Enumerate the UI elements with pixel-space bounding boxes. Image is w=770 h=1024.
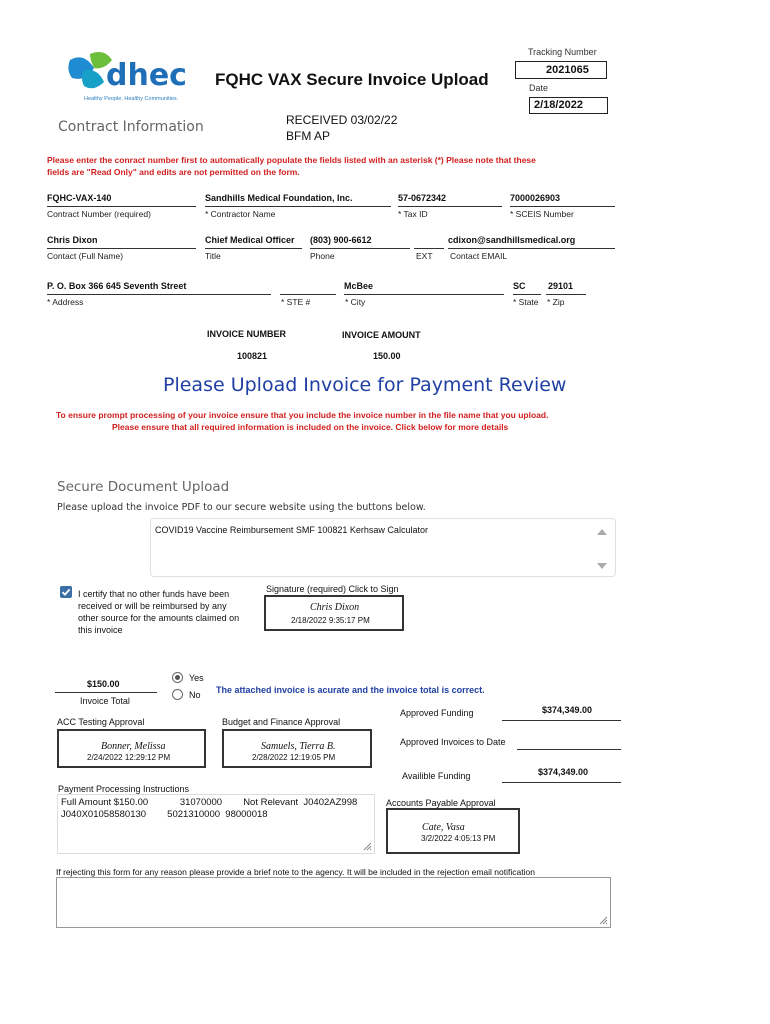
- logo-tagline: Healthy People. Healthy Communities.: [84, 96, 179, 102]
- budget-approval-box[interactable]: [222, 729, 372, 768]
- title-field[interactable]: [205, 235, 302, 249]
- resize-handle-icon[interactable]: [598, 915, 608, 925]
- city-value: McBee: [344, 281, 374, 291]
- payment-instructions-line1: Full Amount $150.00 31070000 Not Relevant J0402AZ998: [61, 797, 358, 808]
- zip-field[interactable]: [546, 281, 586, 295]
- invoice-number-label: INVOICE NUMBER: [207, 329, 287, 339]
- certify-line4: this invoice: [78, 625, 123, 635]
- zip-value: 29101: [548, 281, 574, 291]
- invoice-total-value: $150.00: [87, 679, 120, 689]
- tracking-number-value: 2021065: [546, 64, 589, 76]
- ap-approval-label: Accounts Payable Approval: [386, 798, 496, 808]
- ap-approver-name: Cate, Vasa: [422, 822, 465, 833]
- ext-label: EXT: [416, 251, 433, 261]
- tracking-number-field[interactable]: [515, 61, 607, 79]
- phone-value: (803) 900-6612: [310, 235, 372, 245]
- yes-radio[interactable]: [172, 672, 183, 683]
- payment-instructions-label: Payment Processing Instructions: [58, 784, 190, 794]
- rejection-note-input[interactable]: [56, 877, 611, 928]
- no-radio[interactable]: [172, 689, 183, 700]
- invoice-amount-label: INVOICE AMOUNT: [342, 330, 421, 340]
- uploaded-file-name: COVID19 Vaccine Reimbursement SMF 100821 Kerhsaw Calculator: [155, 525, 428, 535]
- approved-funding-label: Approved Funding: [400, 708, 474, 718]
- city-field[interactable]: [344, 281, 504, 295]
- ap-approval-date: 3/2/2022 4:05:13 PM: [421, 834, 496, 843]
- available-funding-label: Availible Funding: [402, 771, 471, 781]
- ste-field[interactable]: [280, 281, 336, 295]
- contractor-name-value: Sandhills Medical Foundation, Inc.: [205, 193, 353, 203]
- zip-label: * Zip: [547, 297, 565, 307]
- certify-line3: other source for the amounts claimed on: [78, 613, 240, 623]
- contract-number-field[interactable]: [47, 193, 196, 207]
- certify-checkbox[interactable]: [60, 586, 72, 598]
- approved-funding-field[interactable]: [502, 705, 621, 721]
- signature-name: Chris Dixon: [310, 602, 360, 613]
- yes-label: Yes: [189, 673, 204, 683]
- payment-instructions-line2: J040X01058580130 5021310000 98000018: [61, 809, 268, 820]
- uploaded-file-box[interactable]: [150, 518, 616, 577]
- city-label: * City: [345, 297, 366, 307]
- contract-number-label: Contract Number (required): [47, 209, 151, 219]
- tracking-number-label: Tracking Number: [528, 47, 597, 57]
- certify-line2: received or will be reimbursed by any: [78, 601, 227, 611]
- budget-approval-date: 2/28/2022 12:19:05 PM: [252, 753, 336, 762]
- contact-email-label: Contact EMAIL: [450, 251, 508, 261]
- payment-instructions-box[interactable]: [57, 794, 375, 854]
- date-value: 2/18/2022: [534, 99, 583, 111]
- form-title: FQHC VAX Secure Invoice Upload: [215, 70, 489, 89]
- address-value: P. O. Box 366 645 Seventh Street: [47, 281, 187, 291]
- invoice-total-label: Invoice Total: [80, 696, 130, 706]
- yes-radio-dot: [175, 675, 180, 680]
- signature-box[interactable]: [264, 595, 404, 631]
- approved-invoices-label: Approved Invoices to Date: [400, 737, 506, 747]
- rejection-note-label: If rejecting this form for any reason please provide a brief note to the agency. It will be included in the rejection email notification: [56, 867, 535, 877]
- received-stamp-line1: RECEIVED 03/02/22: [286, 113, 398, 127]
- contact-name-value: Chris Dixon: [47, 235, 98, 245]
- scroll-up-icon[interactable]: [597, 529, 607, 535]
- contract-number-value: FQHC-VAX-140: [47, 193, 112, 203]
- phone-field[interactable]: [310, 235, 410, 249]
- state-label: * State: [513, 297, 539, 307]
- contractor-name-field[interactable]: [205, 193, 391, 207]
- contact-name-field[interactable]: [47, 235, 196, 249]
- available-funding-field[interactable]: [502, 767, 621, 783]
- address-label: * Address: [47, 297, 84, 307]
- received-stamp-line2: BFM AP: [286, 129, 331, 143]
- invoice-amount-value[interactable]: 150.00: [373, 351, 401, 361]
- budget-approval-label: Budget and Finance Approval: [222, 717, 341, 727]
- title-label: Title: [205, 251, 221, 261]
- contractor-name-label: * Contractor Name: [205, 209, 276, 219]
- contact-name-label: Contact (Full Name): [47, 251, 124, 261]
- acc-approval-box[interactable]: [57, 729, 206, 768]
- upload-instructions: Please upload the invoice PDF to our secure website using the buttons below.: [57, 502, 426, 513]
- approved-invoices-field[interactable]: [517, 736, 621, 750]
- upload-heading: Please Upload Invoice for Payment Review: [163, 374, 567, 396]
- title-value: Chief Medical Officer: [205, 235, 295, 245]
- tax-id-label: * Tax ID: [398, 209, 428, 219]
- dhec-logo: [62, 46, 197, 108]
- acc-approval-date: 2/24/2022 12:29:12 PM: [87, 753, 171, 762]
- contract-notice-line2: fields are "Read Only" and edits are not permitted on the form.: [47, 167, 300, 177]
- sceis-number-field[interactable]: [510, 193, 615, 207]
- invoice-total-field[interactable]: [55, 679, 157, 693]
- invoice-number-value[interactable]: 100821: [237, 351, 268, 361]
- signature-date: 2/18/2022 9:35:17 PM: [291, 616, 370, 625]
- approved-funding-value: $374,349.00: [542, 705, 593, 715]
- ext-field[interactable]: [414, 235, 444, 249]
- sceis-number-label: * SCEIS Number: [510, 209, 574, 219]
- scroll-down-icon[interactable]: [597, 563, 607, 569]
- no-label: No: [189, 690, 201, 700]
- secure-upload-heading: Secure Document Upload: [57, 479, 230, 495]
- sceis-number-value: 7000026903: [510, 193, 561, 203]
- acc-approval-label: ACC Testing Approval: [57, 717, 145, 727]
- upload-notice-line1: To ensure prompt processing of your invoice ensure that you include the invoice number in the file name that you upload.: [56, 410, 549, 420]
- address-field[interactable]: [47, 281, 271, 295]
- contract-notice-line1: Please enter the conract number first to automatically populate the fields listed with an asterisk (*) Please note that these: [47, 155, 536, 165]
- state-field[interactable]: [513, 281, 541, 295]
- contact-email-field[interactable]: [448, 235, 615, 249]
- invoice-accuracy-statement: The attached invoice is acurate and the invoice total is correct.: [216, 685, 485, 695]
- date-field[interactable]: [529, 97, 608, 114]
- tax-id-field[interactable]: [398, 193, 502, 207]
- ste-label: * STE #: [281, 297, 311, 307]
- certify-line1: I certify that no other funds have been: [78, 589, 230, 599]
- budget-approver-name: Samuels, Tierra B.: [261, 741, 336, 752]
- resize-handle-icon[interactable]: [362, 841, 372, 851]
- signature-label: Signature (required) Click to Sign: [266, 584, 399, 594]
- tax-id-value: 57-0672342: [398, 193, 447, 203]
- checkmark-icon: [60, 586, 72, 598]
- ap-approval-box[interactable]: [386, 808, 520, 854]
- phone-label: Phone: [310, 251, 335, 261]
- available-funding-value: $374,349.00: [538, 767, 589, 777]
- logo-text: dhec: [106, 58, 187, 93]
- acc-approver-name: Bonner, Melissa: [101, 741, 166, 752]
- state-value: SC: [513, 281, 526, 291]
- contract-info-heading: Contract Information: [58, 119, 204, 135]
- date-label: Date: [529, 83, 549, 93]
- contact-email-value: cdixon@sandhillsmedical.org: [448, 235, 576, 245]
- upload-notice-line2: Please ensure that all required information is included on the invoice. Click below for more details: [112, 422, 509, 432]
